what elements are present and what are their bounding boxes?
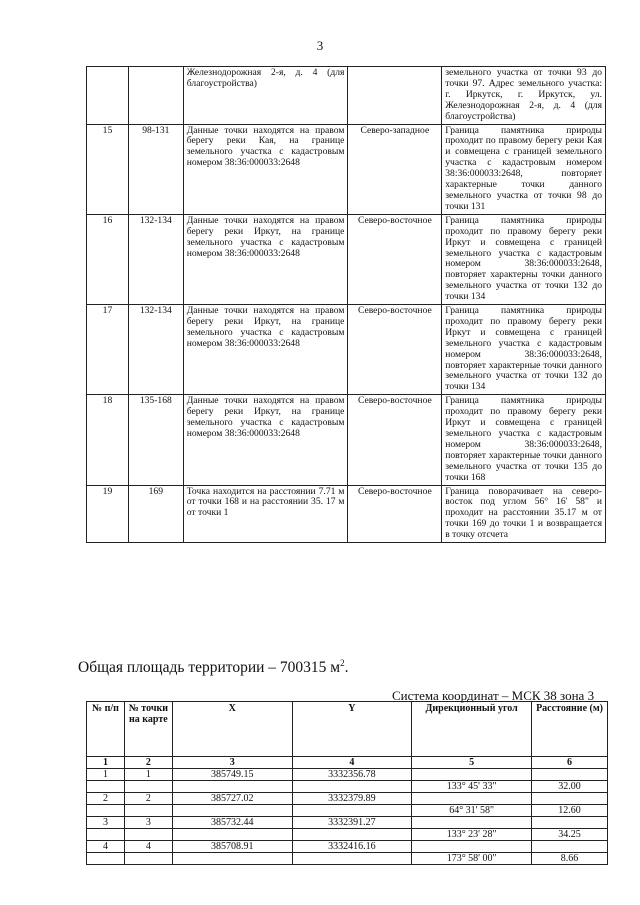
col-number: 3 <box>172 757 292 769</box>
coord-cell-pt: 3 <box>124 817 172 829</box>
coord-cell-y: 3332356.78 <box>292 769 412 781</box>
boundary-note: Граница поворачивает на северо-восток под углом 56° 16' 58" и проходит на расстоянии 35.17 м от точки 169 до точки 1 и возвращается в точку отсчета <box>442 485 606 543</box>
coord-cell-x: 385732.44 <box>172 817 292 829</box>
boundary-note: Граница памятника природы проходит по правому берегу реки Кая и совмещена с границей земельного участка с кадастровым номером 38:36:000033:2648, повторяет характерные точки данного земельного участка от точки 98 до точки 131 <box>442 124 606 214</box>
row-number: 17 <box>87 305 129 395</box>
coord-cell-empty <box>172 853 292 865</box>
coord-cell-n: 4 <box>87 841 125 853</box>
boundary-description-table <box>86 66 606 543</box>
point-description: Данные точки находятся на правом берегу реки Иркут, на границе земельного участка с кадастровым номером 38:36:000033:2648 <box>183 395 348 485</box>
point-range: 135-168 <box>128 395 183 485</box>
coord-cell-y: 3332379.89 <box>292 793 412 805</box>
point-description: Железнодорожная 2-я, д. 4 (для благоустройства) <box>183 67 348 125</box>
column-number-row <box>87 757 608 769</box>
coord-segment-row <box>87 853 608 865</box>
coord-cell-angle: 133° 23' 28" <box>412 829 532 841</box>
coord-cell-n: 3 <box>87 817 125 829</box>
row-number: 19 <box>87 485 129 543</box>
direction <box>348 67 442 125</box>
coord-cell-empty <box>172 781 292 793</box>
boundary-row <box>87 485 606 543</box>
col-number: 1 <box>87 757 125 769</box>
coordinate-table <box>86 701 608 865</box>
coordinate-system-caption: Система координат – МСК 38 зона 3 <box>392 688 595 703</box>
coord-cell-n: 1 <box>87 769 125 781</box>
row-number: 15 <box>87 124 129 214</box>
boundary-row <box>87 305 606 395</box>
col-header-x: X <box>172 702 292 757</box>
coord-point-row <box>87 793 608 805</box>
coord-cell-dist: 32.00 <box>532 781 608 793</box>
coord-point-row <box>87 817 608 829</box>
coord-cell-empty <box>532 769 608 781</box>
coord-segment-row <box>87 805 608 817</box>
boundary-note: земельного участка от точки 93 до точки 97. Адрес земельного участка: г. Иркутск, г. Иркутск, ул. Железнодорожная 2-я, д. 4 (для благоустройства) <box>442 67 606 125</box>
coord-cell-angle: 133° 45' 33" <box>412 781 532 793</box>
boundary-row <box>87 395 606 485</box>
coord-cell-empty <box>412 841 532 853</box>
point-description: Данные точки находятся на правом берегу реки Иркут, на границе земельного участка с кадастровым номером 38:36:000033:2648 <box>183 214 348 304</box>
coord-cell-angle: 173° 58' 00" <box>412 853 532 865</box>
point-range: 98-131 <box>128 124 183 214</box>
row-number <box>87 67 129 125</box>
col-header-y: Y <box>292 702 412 757</box>
coord-cell-n: 2 <box>87 793 125 805</box>
boundary-note: Граница памятника природы проходит по правому берегу реки Иркут и совмещена с границей земельного участка с кадастровым номером 38:36:000033:2648, повторяет характерные точки данного земельного участка от точки 135 до точки 168 <box>442 395 606 485</box>
coord-point-row <box>87 769 608 781</box>
coord-cell-empty <box>87 781 125 793</box>
coord-cell-empty <box>87 805 125 817</box>
col-number: 6 <box>532 757 608 769</box>
coord-cell-empty <box>87 829 125 841</box>
coord-cell-empty <box>172 829 292 841</box>
boundary-note: Граница памятника природы проходит по правому берегу реки Иркут и совмещена с границей земельного участка с кадастровым номером 38:36:000033:2648, повторяет характерны точки данного земельного участка от точки 132 до точки 134 <box>442 214 606 304</box>
coord-cell-empty <box>124 805 172 817</box>
coord-cell-dist: 12.60 <box>532 805 608 817</box>
point-range <box>128 67 183 125</box>
coord-cell-empty <box>412 769 532 781</box>
col-number: 2 <box>124 757 172 769</box>
coord-point-row <box>87 841 608 853</box>
coord-segment-row <box>87 781 608 793</box>
row-number: 18 <box>87 395 129 485</box>
col-header-distance: Расстояние (м) <box>532 702 608 757</box>
coord-cell-empty <box>412 817 532 829</box>
page-number: 3 <box>316 38 324 53</box>
col-header-point: № точки на карте <box>124 702 172 757</box>
coord-cell-empty <box>87 853 125 865</box>
direction: Северо-восточное <box>348 395 442 485</box>
coord-cell-empty <box>172 805 292 817</box>
direction: Северо-восточное <box>348 485 442 543</box>
coord-cell-x: 385749.15 <box>172 769 292 781</box>
total-area: Общая площадь территории – 700315 $м^2$. <box>78 658 349 677</box>
coord-cell-y: 3332416.16 <box>292 841 412 853</box>
coord-cell-empty <box>532 793 608 805</box>
coord-cell-empty <box>124 853 172 865</box>
coord-cell-dist: 34.25 <box>532 829 608 841</box>
coord-cell-y: 3332391.27 <box>292 817 412 829</box>
coord-table-header <box>87 702 608 757</box>
point-range: 132-134 <box>128 214 183 304</box>
coord-cell-x: 385708.91 <box>172 841 292 853</box>
boundary-note: Граница памятника природы проходит по правому берегу реки Иркут и совмещена с границей земельного участка с кадастровым номером 38:36:000033:2648, повторяет характерные точки данного земельного участка от точки 132 до точки 134 <box>442 305 606 395</box>
boundary-row <box>87 67 606 125</box>
coord-cell-empty <box>292 853 412 865</box>
row-number: 16 <box>87 214 129 304</box>
coord-cell-pt: 1 <box>124 769 172 781</box>
direction: Северо-восточное <box>348 305 442 395</box>
col-header-angle: Дирекционный угол <box>412 702 532 757</box>
coord-cell-empty <box>124 829 172 841</box>
point-description: Точка находится на расстоянии 7.71 м от точки 168 и на расстоянии 35. 17 м от точки 1 <box>183 485 348 543</box>
boundary-row <box>87 124 606 214</box>
coord-cell-pt: 4 <box>124 841 172 853</box>
col-number: 5 <box>412 757 532 769</box>
direction: Северо-восточное <box>348 214 442 304</box>
coord-cell-pt: 2 <box>124 793 172 805</box>
coord-cell-empty <box>124 781 172 793</box>
coord-cell-empty <box>292 805 412 817</box>
coord-cell-empty <box>292 829 412 841</box>
col-header-num: № п/п <box>87 702 125 757</box>
direction: Северо-западное <box>348 124 442 214</box>
coord-cell-dist: 8.66 <box>532 853 608 865</box>
coord-cell-x: 385727.02 <box>172 793 292 805</box>
point-range: 169 <box>128 485 183 543</box>
coord-segment-row <box>87 829 608 841</box>
point-range: 132-134 <box>128 305 183 395</box>
coord-cell-empty <box>412 793 532 805</box>
coord-cell-angle: 64° 31' 58" <box>412 805 532 817</box>
point-description: Данные точки находятся на правом берегу реки Иркут, на границе земельного участка с кадастровым номером 38:36:000033:2648 <box>183 305 348 395</box>
coord-cell-empty <box>532 817 608 829</box>
col-number: 4 <box>292 757 412 769</box>
point-description: Данные точки находятся на правом берегу реки Кая, на границе земельного участка с кадастровым номером 38:36:000033:2648 <box>183 124 348 214</box>
boundary-row <box>87 214 606 304</box>
coord-cell-empty <box>532 841 608 853</box>
coord-cell-empty <box>292 781 412 793</box>
